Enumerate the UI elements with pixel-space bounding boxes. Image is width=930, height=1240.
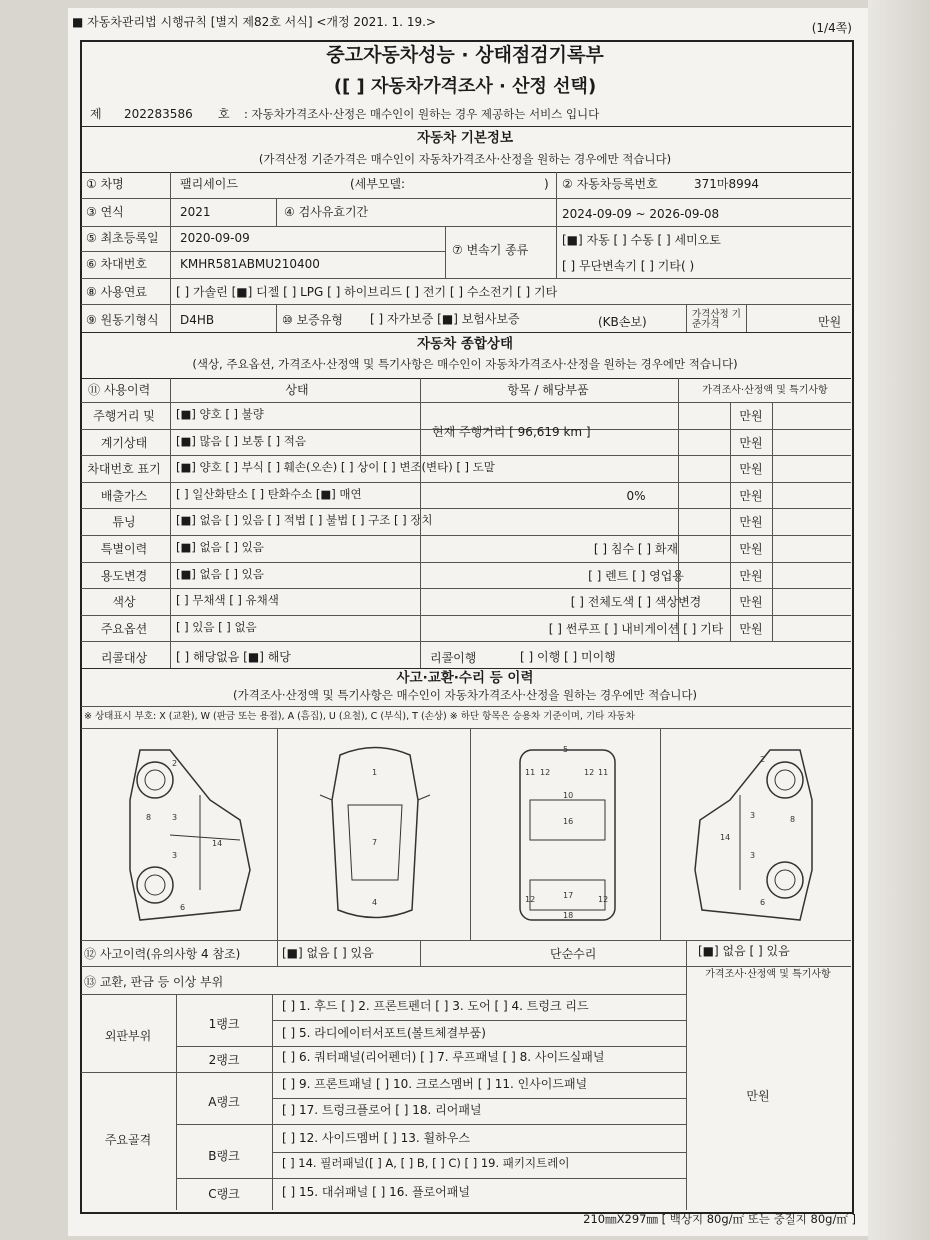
- service-notice: : 자동차가격조사·산정은 매수인이 원하는 경우 제공하는 서비스 입니다: [244, 107, 600, 121]
- divider: [81, 940, 851, 941]
- svg-text:1: 1: [372, 768, 378, 777]
- price-survey-option: ([ ] 자동차가격조사 · 산정 선택): [333, 76, 597, 97]
- recall-options[interactable]: [ ] 이행 [ ] 미이행: [520, 650, 616, 664]
- simple-repair-options[interactable]: [■] 없음 [ ] 있음: [698, 944, 790, 958]
- car-left-side-diagram: [100, 740, 260, 930]
- divider: [276, 198, 277, 226]
- svg-text:17: 17: [563, 891, 574, 900]
- transmission-label: ⑦ 변속기 종류: [452, 243, 529, 257]
- divider: [81, 126, 851, 127]
- submodel-close: ): [544, 177, 549, 191]
- divider: [730, 402, 731, 642]
- car-name-label: ① 차명: [86, 177, 124, 191]
- rank-b-parts-b[interactable]: [ ] 14. 필러패널([ ] A, [ ] B, [ ] C) [ ] 19. 패키지트레이: [282, 1156, 570, 1170]
- condition-row-label: 용도변경: [100, 568, 148, 583]
- inspection-validity-value: 2024-09-09 ~ 2026-09-08: [562, 207, 720, 221]
- divider: [81, 198, 851, 199]
- condition-row-state[interactable]: [■] 없음 [ ] 있음 [ ] 적법 [ ] 불법 [ ] 구조 [ ] 장치: [176, 513, 433, 528]
- overall-note: (색상, 주요옵션, 가격조사·산정액 및 특기사항은 매수인이 자동차가격조사·산정을 원하는 경우에만 적습니다): [192, 357, 738, 371]
- svg-text:14: 14: [212, 839, 223, 848]
- divider: [272, 1098, 687, 1099]
- condition-row-state[interactable]: [■] 없음 [ ] 있음: [176, 566, 264, 581]
- outer-panel-label: 외판부위: [104, 1029, 152, 1043]
- condition-row-label: 계기상태: [100, 435, 148, 450]
- warranty-company: (KB손보): [598, 315, 647, 329]
- divider: [678, 378, 679, 642]
- svg-text:3: 3: [172, 813, 178, 822]
- condition-row-label: 주행거리 및: [93, 409, 155, 423]
- condition-row-state[interactable]: [■] 많음 [ ] 보통 [ ] 적음: [176, 433, 307, 448]
- accident-history-label: ⑫ 사고이력(유의사항 4 참조): [84, 947, 241, 961]
- divider: [686, 966, 687, 1210]
- svg-text:7: 7: [372, 838, 378, 847]
- condition-row-price: 만원: [739, 621, 763, 636]
- svg-text:3: 3: [750, 851, 756, 860]
- accident-history-options[interactable]: [■] 없음 [ ] 있음: [282, 946, 374, 960]
- overall-heading: 자동차 종합상태: [417, 336, 513, 352]
- svg-text:12: 12: [584, 768, 595, 777]
- svg-text:3: 3: [750, 811, 756, 820]
- divider: [170, 378, 171, 668]
- car-name-value: 팰리세이드: [180, 177, 238, 191]
- svg-text:12: 12: [598, 895, 609, 904]
- base-price-unit: 만원: [818, 315, 842, 329]
- registration-value: 371마8994: [694, 177, 760, 191]
- condition-row-state[interactable]: [ ] 일산화탄소 [ ] 탄화수소 [■] 매연: [176, 486, 362, 501]
- condition-row-price: 만원: [739, 435, 763, 450]
- vin-value: KMHR581ABMU210400: [180, 257, 320, 271]
- rank-2-label: 2랭크: [208, 1053, 240, 1067]
- divider: [81, 706, 851, 707]
- condition-row-price: 만원: [739, 409, 763, 423]
- condition-row-state[interactable]: [■] 양호 [ ] 부식 [ ] 훼손(오손) [ ] 상이 [ ] 변조(변타) [ ] 도말: [176, 460, 495, 475]
- divider: [277, 940, 278, 966]
- parts-price: 만원: [746, 1089, 770, 1103]
- condition-row-price: 만원: [739, 462, 763, 477]
- warranty-options[interactable]: [ ] 자가보증 [■] 보험사보증: [370, 312, 520, 326]
- condition-row-label: 색상: [112, 595, 136, 610]
- rank-b-parts-a[interactable]: [ ] 12. 사이드멤버 [ ] 13. 휠하우스: [282, 1131, 470, 1145]
- divider: [81, 482, 851, 483]
- ho-label: 호: [218, 107, 230, 121]
- condition-row-price: 만원: [739, 515, 763, 530]
- condition-row-label: 튜닝: [112, 515, 136, 530]
- status-symbol-legend: ※ 상태표시 부호: X (교환), W (판금 또는 용접), A (흠집), U (요철), C (부식), T (손상) ※ 하단 항목은 승용차 기준이며, 기타 자동차: [84, 711, 635, 722]
- svg-text:6: 6: [760, 898, 766, 907]
- divider: [81, 402, 851, 403]
- divider: [81, 226, 851, 227]
- svg-text:18: 18: [563, 911, 574, 920]
- divider: [272, 1020, 687, 1021]
- svg-text:3: 3: [172, 851, 178, 860]
- accident-heading: 사고·교환·수리 등 이력: [396, 670, 534, 686]
- svg-text:8: 8: [146, 813, 152, 822]
- engine-type-label: ⑨ 원동기형식: [86, 313, 159, 327]
- page-edge: [868, 0, 930, 1240]
- condition-row-state[interactable]: [■] 양호 [ ] 불량: [176, 407, 264, 421]
- divider: [176, 1124, 687, 1125]
- divider: [686, 304, 687, 332]
- divider: [176, 1046, 687, 1047]
- accident-note: (가격조사·산정액 및 특기사항은 매수인이 자동차가격조사·산정을 원하는 경우에만 적습니다): [232, 688, 698, 702]
- condition-row-item: [ ] 렌트 [ ] 영업용: [588, 568, 684, 583]
- divider: [276, 304, 277, 332]
- divider: [556, 172, 557, 226]
- car-frame-diagram: [500, 740, 635, 930]
- divider: [470, 728, 471, 940]
- mileage-value: 현재 주행거리 [ 96,619 km ]: [432, 425, 591, 439]
- rank-c-parts[interactable]: [ ] 15. 대쉬패널 [ ] 16. 플로어패널: [282, 1185, 470, 1199]
- divider: [81, 994, 687, 995]
- main-frame-label: 주요골격: [104, 1133, 152, 1147]
- svg-text:11: 11: [525, 768, 536, 777]
- inspection-validity-label: ④ 검사유효기간: [284, 205, 369, 219]
- parts-price-heading: 가격조사·산정액 및 특기사항: [705, 969, 831, 980]
- svg-text:4: 4: [372, 898, 378, 907]
- car-top-diagram: [300, 740, 450, 930]
- divider: [445, 226, 446, 278]
- divider: [81, 332, 851, 333]
- vin-label: ⑥ 차대번호: [86, 257, 147, 271]
- model-year-value: 2021: [180, 205, 211, 219]
- engine-type-value: D4HB: [180, 313, 215, 327]
- divider: [81, 535, 851, 536]
- condition-row-price: 만원: [739, 488, 763, 503]
- transmission-options-1[interactable]: [■] 자동 [ ] 수동 [ ] 세미오토: [562, 233, 721, 247]
- svg-text:10: 10: [563, 791, 574, 800]
- condition-row-item: [ ] 전체도색 [ ] 색상변경: [570, 595, 702, 610]
- fuel-options[interactable]: [ ] 가솔린 [■] 디젤 [ ] LPG [ ] 하이브리드 [ ] 전기 [ ] 수소전기 [ ] 기타: [176, 285, 558, 299]
- parts-label: ⑬ 교환, 판금 등 이상 부위: [84, 975, 224, 989]
- rank-a-label: A랭크: [208, 1095, 240, 1109]
- condition-row-item: [ ] 썬루프 [ ] 내비게이션 [ ] 기타: [548, 621, 724, 636]
- warranty-label: ⑩ 보증유형: [282, 313, 343, 327]
- condition-row-item: [ ] 침수 [ ] 화재: [593, 542, 679, 556]
- condition-row-price: 만원: [739, 568, 763, 583]
- record-number: 202283586: [124, 107, 193, 121]
- recall-item: 리콜이행: [430, 651, 477, 665]
- rank-1-label: 1랭크: [208, 1017, 240, 1031]
- condition-row-label: 배출가스: [100, 488, 148, 503]
- recall-state[interactable]: [ ] 해당없음 [■] 해당: [176, 650, 291, 664]
- rank-2-parts[interactable]: [ ] 6. 쿼터패널(리어펜더) [ ] 7. 루프패널 [ ] 8. 사이드실패널: [282, 1050, 605, 1064]
- divider: [772, 402, 773, 642]
- divider: [81, 966, 851, 967]
- item-column-heading: 항목 / 해당부품: [507, 383, 589, 397]
- fuel-label: ⑧ 사용연료: [86, 285, 147, 299]
- svg-text:12: 12: [525, 895, 536, 904]
- basic-info-heading: 자동차 기본정보: [417, 130, 513, 146]
- divider: [170, 172, 171, 332]
- divider: [420, 378, 421, 668]
- divider: [556, 226, 557, 278]
- divider: [81, 251, 445, 252]
- divider: [746, 304, 747, 332]
- model-year-label: ③ 연식: [86, 205, 124, 219]
- number-label: 제: [90, 107, 102, 121]
- rank-a-parts-a[interactable]: [ ] 9. 프론트패널 [ ] 10. 크로스멤버 [ ] 11. 인사이드패널: [282, 1077, 588, 1091]
- state-column-heading: 상태: [285, 383, 309, 397]
- condition-row-state[interactable]: [ ] 있음 [ ] 없음: [176, 619, 257, 634]
- basic-info-note: (가격산정 기준가격은 매수인이 자동차가격조사·산정을 원하는 경우에만 적습니다): [258, 152, 672, 166]
- divider: [686, 940, 687, 966]
- divider: [81, 728, 851, 729]
- recall-label: 리콜대상: [100, 651, 148, 665]
- divider: [81, 641, 851, 642]
- divider: [81, 1072, 687, 1073]
- price-column-heading: 가격조사·산정액 및 특기사항: [702, 385, 828, 396]
- simple-repair-label: 단순수리: [550, 947, 597, 961]
- divider: [81, 304, 851, 305]
- rank-1-parts-a[interactable]: [ ] 1. 후드 [ ] 2. 프론트펜더 [ ] 3. 도어 [ ] 4. 트렁크 리드: [282, 999, 589, 1013]
- first-registration-label: ⑤ 최초등록일: [86, 231, 159, 245]
- condition-row-price: 만원: [739, 542, 763, 556]
- condition-row-state[interactable]: [ ] 무채색 [ ] 유채색: [176, 593, 279, 608]
- page-number: (1/4쪽): [811, 21, 852, 35]
- divider: [81, 588, 851, 589]
- divider: [272, 1152, 687, 1153]
- rank-c-label: C랭크: [208, 1187, 240, 1201]
- svg-text:16: 16: [563, 817, 574, 826]
- divider: [81, 668, 851, 669]
- rank-1-parts-b[interactable]: [ ] 5. 라디에이터서포트(볼트체결부품): [282, 1026, 486, 1040]
- usage-history-heading: ⑪ 사용이력: [88, 383, 151, 397]
- svg-text:12: 12: [540, 768, 551, 777]
- car-right-side-diagram: [690, 740, 840, 930]
- svg-text:8: 8: [790, 815, 796, 824]
- condition-row-label: 차대번호 표기: [87, 462, 161, 477]
- registration-label: ② 자동차등록번호: [562, 177, 658, 191]
- svg-text:2: 2: [172, 759, 178, 768]
- base-price-label: 가격산정 기준가격: [692, 309, 741, 331]
- document-title: 중고자동차성능 · 상태점검기록부: [326, 44, 604, 66]
- divider: [176, 1178, 687, 1179]
- svg-text:2: 2: [760, 755, 766, 764]
- paper-spec-footer: 210㎜X297㎜ [ 백상지 80g/㎡ 또는 중질지 80g/㎡ ]: [583, 1212, 856, 1226]
- svg-text:14: 14: [720, 833, 731, 842]
- condition-row-state[interactable]: [■] 없음 [ ] 있음: [176, 540, 264, 554]
- svg-text:11: 11: [598, 768, 609, 777]
- first-registration-value: 2020-09-09: [180, 231, 250, 245]
- divider: [420, 940, 421, 966]
- divider: [81, 455, 851, 456]
- divider: [81, 562, 851, 563]
- condition-row-label: 주요옵션: [100, 621, 148, 636]
- svg-text:5: 5: [563, 745, 569, 754]
- divider: [277, 728, 278, 940]
- divider: [81, 615, 851, 616]
- rank-b-label: B랭크: [208, 1149, 240, 1163]
- condition-row-item: 0%: [626, 488, 646, 503]
- condition-row-price: 만원: [739, 595, 763, 610]
- divider: [81, 278, 851, 279]
- divider: [660, 728, 661, 940]
- submodel-label: (세부모델:: [350, 177, 406, 191]
- divider: [81, 378, 851, 379]
- svg-text:6: 6: [180, 903, 186, 912]
- condition-row-label: 특별이력: [100, 542, 148, 556]
- divider: [81, 508, 851, 509]
- form-reference: ■ 자동차관리법 시행규칙 [별지 제82호 서식] <개정 2021. 1. 19.>: [72, 15, 436, 29]
- transmission-options-2[interactable]: [ ] 무단변속기 [ ] 기타( ): [562, 259, 695, 273]
- divider: [81, 172, 851, 173]
- rank-a-parts-b[interactable]: [ ] 17. 트렁크플로어 [ ] 18. 리어패널: [282, 1103, 482, 1117]
